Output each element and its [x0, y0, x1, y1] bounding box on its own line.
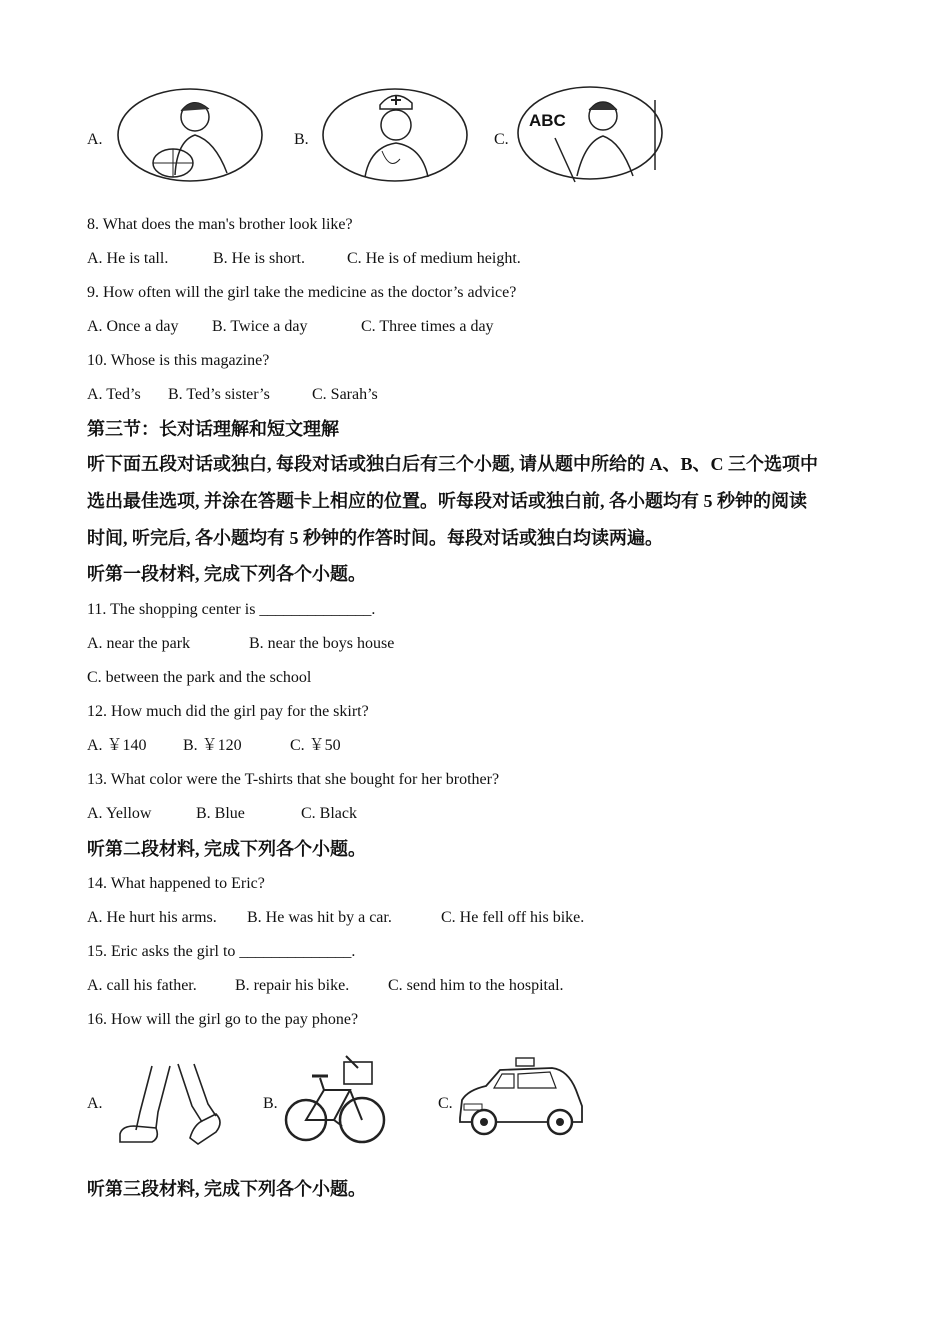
q8-question: 8. What does the man's brother look like?	[87, 216, 353, 233]
board-text: ABC	[529, 111, 566, 130]
q14-option-b[interactable]: B. He was hit by a car.	[247, 909, 392, 926]
taxi-picture	[456, 1056, 586, 1142]
q15-question: 15. Eric asks the girl to ______________.	[87, 943, 356, 960]
q12-option-a[interactable]: A. ￥140	[87, 737, 147, 754]
q9-option-a[interactable]: A. Once a day	[87, 318, 179, 335]
q14-option-a[interactable]: A. He hurt his arms.	[87, 909, 217, 926]
q16-option-c-label[interactable]: C.	[438, 1095, 453, 1112]
section3-instruction-line1: 听下面五段对话或独白, 每段对话或独白后有三个小题, 请从题中所给的 A、B、C 三个选项中	[87, 454, 818, 474]
q15-option-c[interactable]: C. send him to the hospital.	[388, 977, 564, 994]
q10-option-a[interactable]: A. Ted’s	[87, 386, 141, 403]
teacher-picture	[515, 82, 665, 184]
part3-heading: 听第三段材料, 完成下列各个小题。	[87, 1179, 366, 1199]
q7-option-a-label[interactable]: A.	[87, 131, 103, 148]
q15-option-b[interactable]: B. repair his bike.	[235, 977, 350, 994]
section3-instruction-line3: 时间, 听完后, 各小题均有 5 秒钟的作答时间。每段对话或独白均读两遍。	[87, 528, 663, 548]
nurse-picture	[320, 85, 470, 185]
q16-option-a-label[interactable]: A.	[87, 1095, 103, 1112]
bicycle-picture	[284, 1050, 388, 1148]
q12-question: 12. How much did the girl pay for the skirt?	[87, 703, 369, 720]
q16-option-b-label[interactable]: B.	[263, 1095, 278, 1112]
q15-option-a[interactable]: A. call his father.	[87, 977, 197, 994]
q8-option-c[interactable]: C. He is of medium height.	[347, 250, 521, 267]
q9-option-c[interactable]: C. Three times a day	[361, 318, 494, 335]
q14-question: 14. What happened to Eric?	[87, 875, 265, 892]
q13-question: 13. What color were the T-shirts that she bought for her brother?	[87, 771, 500, 788]
q9-option-b[interactable]: B. Twice a day	[212, 318, 308, 335]
q7-option-c-label[interactable]: C.	[494, 131, 509, 148]
q11-question: 11. The shopping center is ______________.	[87, 601, 376, 618]
q12-option-b[interactable]: B. ￥120	[183, 737, 242, 754]
q10-option-b[interactable]: B. Ted’s sister’s	[168, 386, 270, 403]
q12-option-c[interactable]: C. ￥50	[290, 737, 341, 754]
q11-option-b[interactable]: B. near the boys house	[249, 635, 395, 652]
q8-option-a[interactable]: A. He is tall.	[87, 250, 169, 267]
q16-question: 16. How will the girl go to the pay phone?	[87, 1011, 359, 1028]
part1-heading: 听第一段材料, 完成下列各个小题。	[87, 564, 366, 584]
q11-option-a[interactable]: A. near the park	[87, 635, 191, 652]
q9-question: 9. How often will the girl take the medicine as the doctor’s advice?	[87, 284, 517, 301]
q14-option-c[interactable]: C. He fell off his bike.	[441, 909, 585, 926]
q10-option-c[interactable]: C. Sarah’s	[312, 386, 378, 403]
q13-option-a[interactable]: A. Yellow	[87, 805, 152, 822]
q13-option-c[interactable]: C. Black	[301, 805, 357, 822]
part2-heading: 听第二段材料, 完成下列各个小题。	[87, 839, 366, 859]
walking-legs-picture	[112, 1062, 224, 1148]
q7-option-b-label[interactable]: B.	[294, 131, 309, 148]
q11-option-c[interactable]: C. between the park and the school	[87, 669, 312, 686]
driver-picture	[115, 85, 265, 185]
section3-title: 第三节：长对话理解和短文理解	[87, 419, 339, 439]
section3-instruction-line2: 选出最佳选项, 并涂在答题卡上相应的位置。听每段对话或独白前, 各小题均有 5 秒钟的阅读	[87, 491, 807, 511]
q13-option-b[interactable]: B. Blue	[196, 805, 245, 822]
q8-option-b[interactable]: B. He is short.	[213, 250, 305, 267]
q10-question: 10. Whose is this magazine?	[87, 352, 270, 369]
